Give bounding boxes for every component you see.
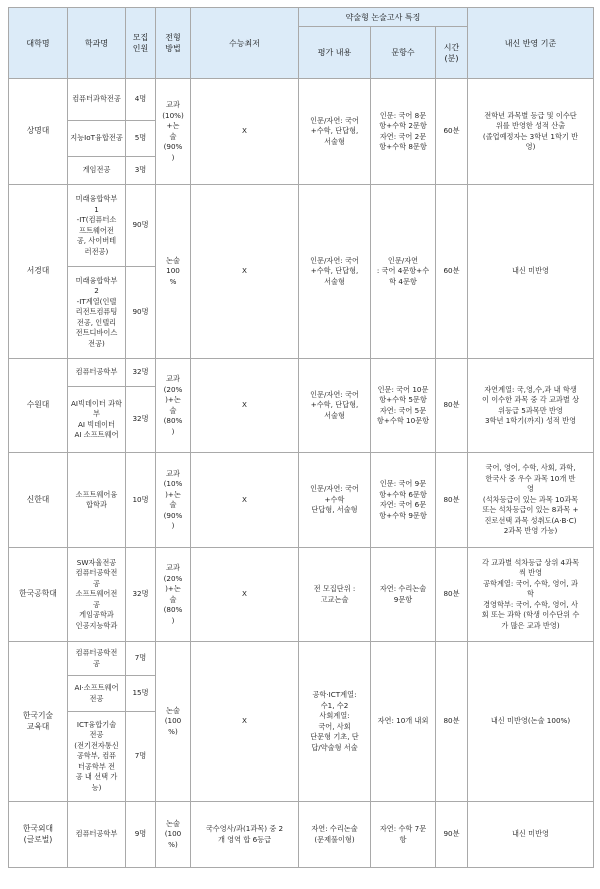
header-time: 시간 (분) [436,27,468,79]
table-row [9,642,594,676]
min-score-value: X [191,359,299,453]
quota-value: 32명 [126,359,156,387]
quota-value: 5명 [126,121,156,157]
department-name: ICT융합기술 전공 (전기전자통신 공학부, 컴퓨 터공학부 전 공 내 선택 가 능) [68,712,126,802]
school-record-value: 국어, 영어, 수학, 사회, 과학, 한국사 중 우수 과목 10개 반 영 (석차등급이 있는 과목 10과목 또는 석차등급이 있는 8과목 + 진로선택 과목 성취도(A·B·C) 2과목 반영 가능) [468,453,594,548]
university-name: 상명대 [9,79,68,185]
questions-value: 인문: 국어 9문 항+수학 6문항 자연: 국어 6문 항+수학 9문항 [371,453,436,548]
university-name: 수원대 [9,359,68,453]
quota-value: 90명 [126,267,156,359]
time-value: 80분 [436,359,468,453]
quota-value: 9명 [126,802,156,868]
quota-value: 90명 [126,185,156,267]
admission-table [8,7,594,868]
questions-value: 자연: 수리논술 9문항 [371,548,436,642]
content-value: 공학·ICT계열: 수1, 수2 사회계열: 국어, 사회 단문형 기초, 단 답/약술형 서술 [299,642,371,802]
content-value: 인문/자연: 국어 +수학 단답형, 서술형 [299,453,371,548]
table-row [9,359,594,387]
table-row [9,79,594,121]
department-name: 컴퓨터과학전공 [68,79,126,121]
university-name: 신한대 [9,453,68,548]
department-name: 미래융합학부 2 -IT계열(인텔 리전트컴퓨팅 전공, 인텔리 전트디바이스 전공) [68,267,126,359]
table-row [9,453,594,548]
school-record-value: 내신 미반영 [468,802,594,868]
header-questions: 문항수 [371,27,436,79]
quota-value: 7명 [126,712,156,802]
department-name: 컴퓨터공학부 [68,802,126,868]
time-value: 80분 [436,453,468,548]
quota-value: 3명 [126,157,156,185]
header-university: 대학명 [9,8,68,79]
content-value: 인문/자연: 국어 +수학, 단답형, 서술형 [299,359,371,453]
department-name: AI·소프트웨어 전공 [68,676,126,712]
header-content: 평가 내용 [299,27,371,79]
content-value: 인문/자연: 국어 +수학, 단답형, 서술형 [299,185,371,359]
header-method: 전형 방법 [156,8,191,79]
content-value: 인문/자연: 국어 +수학, 단답형, 서술형 [299,79,371,185]
time-value: 90분 [436,802,468,868]
department-name: 소프트웨어융 합학과 [68,453,126,548]
questions-value: 인문/자연 : 국어 4문항+수 학 4문항 [371,185,436,359]
questions-value: 인문: 국어 8문 항+수학 2문항 자연: 국어 2문 항+수학 8문항 [371,79,436,185]
university-name: 한국외대 (글로벌) [9,802,68,868]
quota-value: 32명 [126,387,156,453]
min-score-value: X [191,548,299,642]
method-value: 교과 (10% )+논 술 (90% ) [156,453,191,548]
header-features-group: 약술형 논술고사 특징 [299,8,468,27]
table-row [9,548,594,642]
department-name: SW자율전공 컴퓨터공학전 공 소프트웨어전 공 게임공학과 인공지능학과 [68,548,126,642]
min-score-value: X [191,642,299,802]
method-value: 교과 (20% )+논 술 (80% ) [156,548,191,642]
method-value: 논술 (100 %) [156,802,191,868]
method-value: 교과 (10%) +논 술 (90% ) [156,79,191,185]
department-name: 지능IoT융합전공 [68,121,126,157]
questions-value: 자연: 수학 7문 항 [371,802,436,868]
department-name: 컴퓨터공학전 공 [68,642,126,676]
time-value: 60분 [436,79,468,185]
table-row [9,185,594,267]
quota-value: 32명 [126,548,156,642]
content-value: 자연: 수리논술 (문제풀이형) [299,802,371,868]
university-name: 서경대 [9,185,68,359]
school-record-value: 전학년 과목별 등급 및 이수단 위를 반영한 성적 산출 (졸업예정자는 3학년 1학기 반 영) [468,79,594,185]
header-quota: 모집 인원 [126,8,156,79]
time-value: 80분 [436,642,468,802]
min-score-value: X [191,453,299,548]
questions-value: 인문: 국어 10문 항+수학 5문항 자연: 국어 5문 항+수학 10문항 [371,359,436,453]
school-record-value: 자연계열: 국,영,수,과 내 학생 이 이수한 과목 중 각 교과별 상 위등급 5과목만 반영 3학년 1학기(까지) 성적 반영 [468,359,594,453]
quota-value: 7명 [126,642,156,676]
university-name: 한국기술 교육대 [9,642,68,802]
admission-table-wrapper [8,7,593,868]
content-value: 전 모집단위 : 고교논술 [299,548,371,642]
quota-value: 10명 [126,453,156,548]
header-school-record: 내신 반영 기준 [468,8,594,79]
min-score-value: 국수영사/과(1과목) 중 2 개 영역 합 6등급 [191,802,299,868]
header-min-score: 수능최저 [191,8,299,79]
school-record-value: 내신 미반영 [468,185,594,359]
school-record-value: 각 교과별 석차등급 상위 4과목 씩 반영 공학계열: 국어, 수학, 영어, 과 학 경영학부: 국어, 수학, 영어, 사 회 또는 과학 (학생 이수단위 수 가 많은 교과 반영) [468,548,594,642]
method-value: 논술 100 % [156,185,191,359]
min-score-value: X [191,79,299,185]
quota-value: 15명 [126,676,156,712]
questions-value: 자연: 10개 내외 [371,642,436,802]
department-name: 게임전공 [68,157,126,185]
method-value: 논술 (100 %) [156,642,191,802]
department-name: 미래융합학부 1 -IT(컴퓨터소 프트웨어전 공, 사이버테 러전공) [68,185,126,267]
university-name: 한국공학대 [9,548,68,642]
method-value: 교과 (20% )+논 술 (80% ) [156,359,191,453]
table-row [9,802,594,868]
min-score-value: X [191,185,299,359]
department-name: AI빅데이터 과학 부 AI 빅데이터 AI 소프트웨어 [68,387,126,453]
quota-value: 4명 [126,79,156,121]
header-department: 학과명 [68,8,126,79]
time-value: 60분 [436,185,468,359]
school-record-value: 내신 미반영(논술 100%) [468,642,594,802]
time-value: 80분 [436,548,468,642]
department-name: 컴퓨터공학부 [68,359,126,387]
